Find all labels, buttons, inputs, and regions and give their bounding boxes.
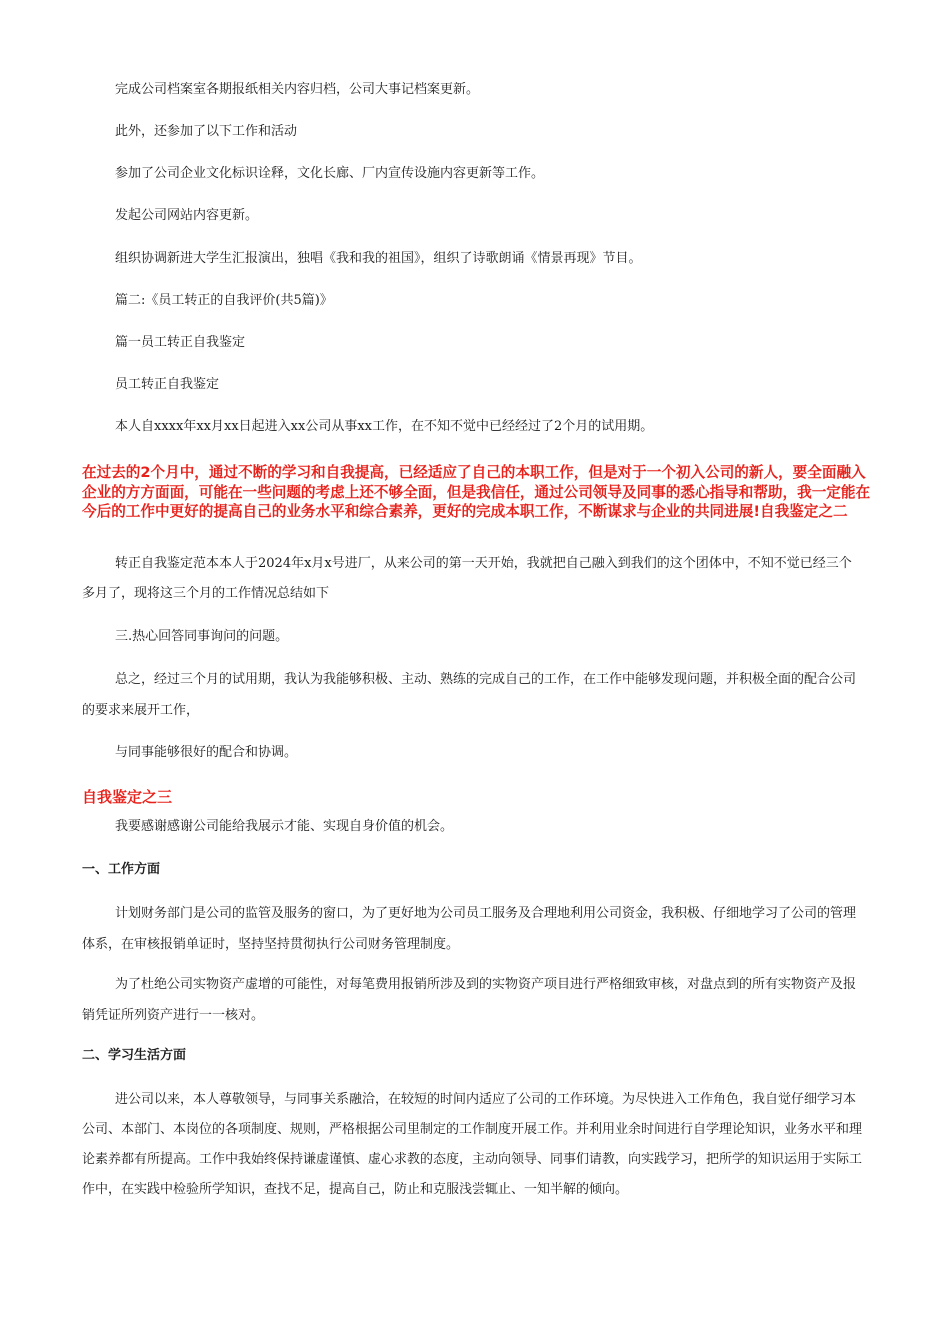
- section-heading-work: 一、工作方面: [82, 862, 161, 877]
- paragraph-performance: 组织协调新进大学生汇报演出，独唱《我和我的祖国》，组织了诗歌朗诵《情景再现》节目。: [115, 251, 642, 266]
- paragraph-summary: 总之，经过三个月的试用期，我认为我能够积极、主动、熟练的完成自己的工作，在工作中能够发现问题，并积极全面的配合公司的要求来展开工作，: [82, 672, 857, 718]
- paragraph-answer-questions: 三.热心回答同事询问的问题。: [115, 629, 289, 644]
- paragraph-self-assessment-title: 员工转正自我鉴定: [115, 377, 220, 392]
- paragraph-article-one: 篇一员工转正自我鉴定: [115, 335, 246, 350]
- paragraph-chapter-two: 篇二:《员工转正的自我评价(共5篇)》: [115, 293, 333, 308]
- paragraph-archive: 完成公司档案室各期报纸相关内容归档，公司大事记档案更新。: [115, 82, 480, 97]
- paragraph-asset-audit: 为了杜绝公司实物资产虚增的可能性，对每笔费用报销所涉及到的实物资产项目进行严格细致审核，对盘点到的所有实物资产及报销凭证所列资产进行一一核对。: [82, 977, 857, 1023]
- paragraph-website: 发起公司网站内容更新。: [115, 208, 259, 223]
- paragraph-regularization-sample: 转正自我鉴定范本本人于2024年x月x号进厂，从来公司的第一天开始，我就把自己融入到我们的这个团体中，不知不觉已经三个多月了，现将这三个月的工作情况总结如下: [82, 556, 852, 601]
- paragraph-culture: 参加了公司企业文化标识诠释，文化长廊、厂内宣传设施内容更新等工作。: [115, 166, 545, 181]
- paragraph-trial-period: 本人自xxxx年xx月xx日起进入xx公司从事xx工作，在不知不觉中已经经过了2个月的试用期。: [115, 419, 654, 434]
- paragraph-activities-intro: 此外，还参加了以下工作和活动: [115, 124, 298, 139]
- paragraph-finance-department: 计划财务部门是公司的监管及服务的窗口，为了更好地为公司员工服务及合理地利用公司资金，我积极、仔细地学习了公司的管理体系，在审核报销单证时，坚持坚持贯彻执行公司财务管理制度。: [82, 906, 857, 952]
- paragraph-study-life: 进公司以来，本人尊敬领导，与同事关系融洽，在较短的时间内适应了公司的工作环境。为尽快进入工作角色，我自觉仔细学习本公司、本部门、本岗位的各项制度、规则，严格根据公司里制定的工作制度开展工作。并利用业余时间进行自学理论知识，业务水平和理论素养都有所提高。工作中我始终保持谦虚谨慎、虚心求教的态度，主动向领导、同事们请教，向实践学习，把所学的知识运用于实际工作中，在实践中检验所学知识，查找不足，提高自己，防止和克服浅尝辄止、一知半解的倾向。: [82, 1092, 863, 1197]
- highlighted-red-paragraph: 在过去的2个月中，通过不断的学习和自我提高，已经适应了自己的本职工作，但是对于一个初入公司的新人，要全面融入企业的方方面面，可能在一些问题的考虑上还不够全面，但是我信任，通过公司领导及同事的悉心指导和帮助，我一定能在今后的工作中更好的提高自己的业务水平和综合素养，更好的完成本职工作，不断谋求与企业的共同进展!自我鉴定之二: [82, 464, 871, 520]
- red-section-heading: 自我鉴定之三: [82, 788, 173, 806]
- paragraph-gratitude: 我要感谢感谢公司能给我展示才能、实现自身价值的机会。: [115, 819, 454, 834]
- section-heading-study-life: 二、学习生活方面: [82, 1048, 187, 1063]
- paragraph-cooperation: 与同事能够很好的配合和协调。: [115, 745, 298, 760]
